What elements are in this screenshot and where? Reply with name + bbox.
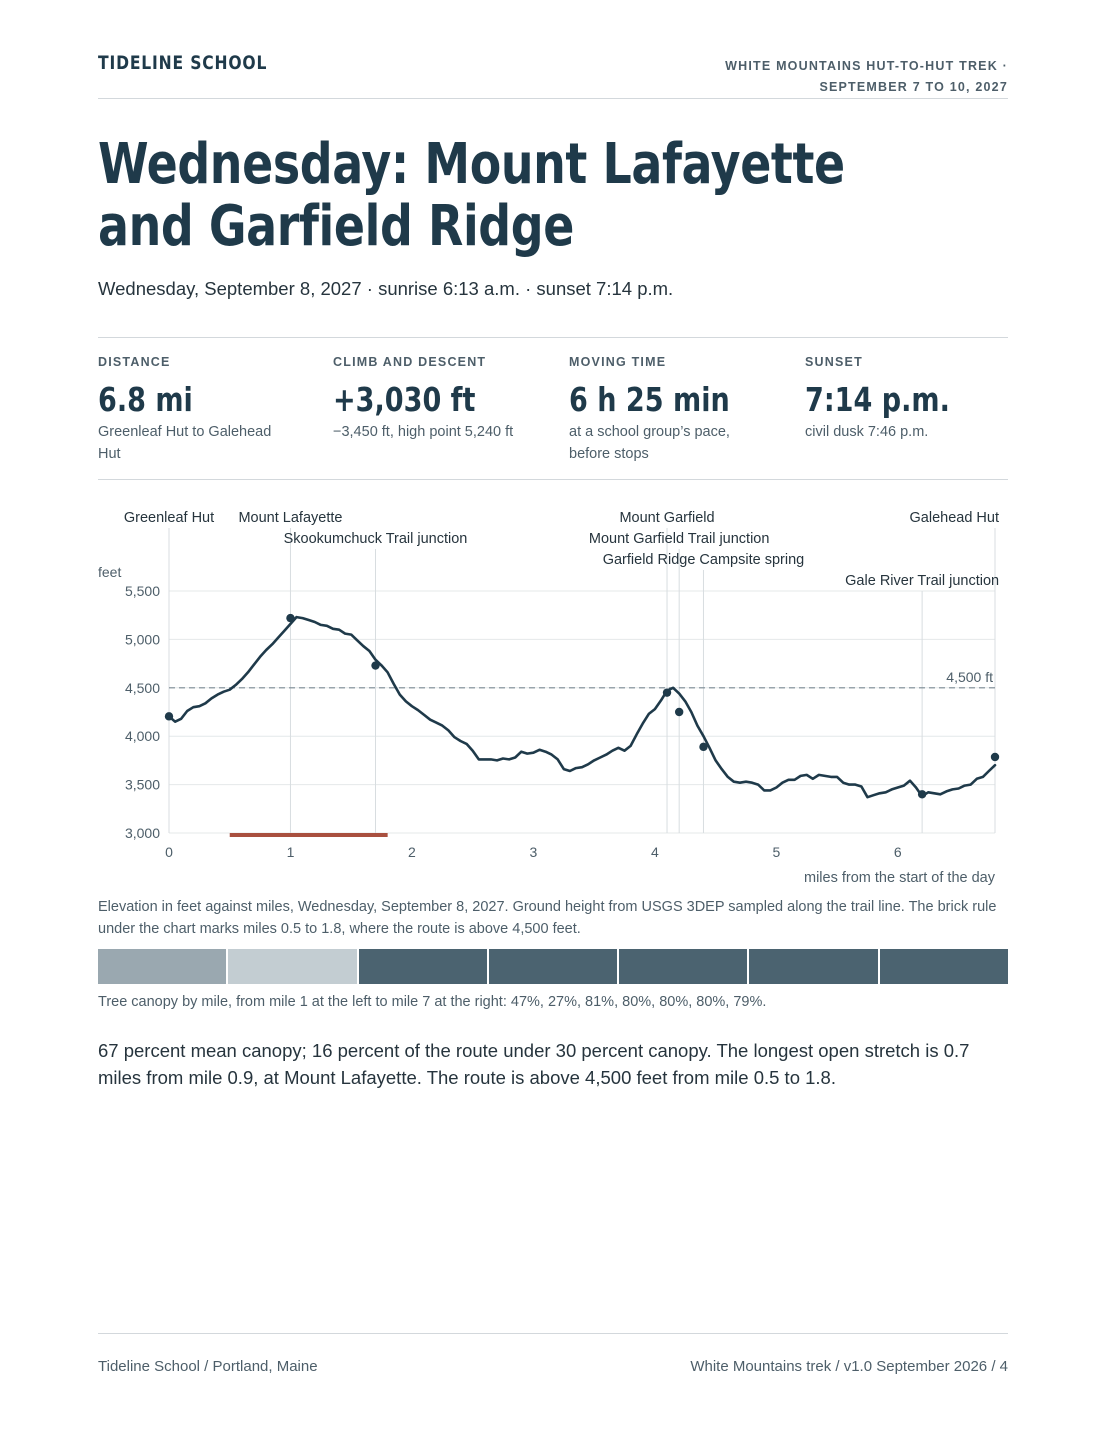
school-name: TIDELINE SCHOOL — [98, 52, 268, 74]
waypoint-label: Galehead Hut — [909, 510, 999, 526]
stat-note: −3,450 ft, high point 5,240 ft — [333, 424, 514, 440]
canopy-cell — [619, 949, 749, 984]
page-header — [98, 52, 1008, 99]
waypoint-marker — [918, 790, 926, 798]
canopy-cell — [749, 949, 879, 984]
stat-distance — [98, 355, 298, 465]
stat-value: 7:14 p.m. — [805, 380, 950, 419]
waypoint-label: Gale River Trail junction — [845, 573, 1000, 589]
chart-caption: Elevation in feet against miles, Wednesday, September 8, 2027. Ground height from USGS 3DEP sampled along the trail line. The brick rule under the chart marks miles 0.5 to 1.8, where the route is above 4,500 feet. — [98, 899, 997, 937]
canopy-cell — [98, 949, 228, 984]
stat-label: DISTANCE — [98, 355, 171, 369]
page-title: Wednesday: Mount Lafayette and Garfield Ridge — [98, 132, 845, 259]
y-tick-label: 3,000 — [124, 825, 160, 841]
canopy-cell — [228, 949, 358, 984]
waypoint-marker — [371, 661, 379, 669]
x-tick-label: 5 — [772, 844, 781, 860]
y-tick-label: 5,000 — [124, 631, 160, 648]
x-tick-label: 2 — [408, 844, 416, 860]
trip-title: WHITE MOUNTAINS HUT-TO-HUT TREK · SEPTEMBER 7 TO 10, 2027 — [725, 59, 1008, 94]
waypoint-marker — [165, 712, 173, 720]
canopy-cell — [489, 949, 619, 984]
waypoint-marker — [699, 743, 707, 751]
page — [98, 0, 1008, 1430]
waypoint-label: Mount Lafayette — [238, 510, 343, 526]
canopy-cell — [880, 949, 1008, 984]
stat-climb — [333, 355, 533, 443]
stat-moving-time — [569, 355, 769, 465]
footer-left: Tideline School / Portland, Maine — [98, 1358, 318, 1375]
waypoint-label: Mount Garfield — [619, 510, 715, 526]
stats-panel — [98, 337, 1008, 480]
canopy-caption: Tree canopy by mile, from mile 1 at the left to mile 7 at the right: 47%, 27%, 81%, 80%, 80%, 80%, 79%. — [98, 994, 767, 1010]
stat-value: 6 h 25 min — [569, 380, 730, 419]
page-footer — [98, 1333, 1008, 1375]
waypoint-marker — [286, 614, 294, 622]
stat-note: at a school group’s pace, before stops — [569, 424, 730, 462]
elevation-chart — [98, 500, 1008, 890]
footer-right: White Mountains trek / v1.0 September 2026 / 4 — [690, 1358, 1008, 1375]
stat-value: 6.8 mi — [98, 380, 193, 419]
stat-note: civil dusk 7:46 p.m. — [805, 424, 929, 440]
date-line: Wednesday, September 8, 2027 · sunrise 6:13 a.m. · sunset 7:14 p.m. — [98, 278, 674, 299]
x-tick-label: 1 — [286, 844, 295, 860]
waypoint-label: Skookumchuck Trail junction — [283, 531, 468, 547]
stat-label: CLIMB AND DESCENT — [333, 355, 487, 369]
stat-value: +3,030 ft — [333, 380, 476, 419]
stat-label: SUNSET — [805, 355, 863, 369]
x-tick-label: 0 — [165, 844, 173, 860]
waypoint-label: Mount Garfield Trail junction — [588, 531, 770, 547]
waypoint-label: Garfield Ridge Campsite spring — [602, 552, 805, 568]
waypoint-label: Greenleaf Hut — [123, 510, 215, 526]
y-tick-label: 5,500 — [124, 583, 160, 599]
y-tick-label: 4,500 — [124, 679, 160, 696]
x-tick-label: 6 — [893, 844, 902, 860]
stat-note: Greenleaf Hut to Galehead Hut — [98, 424, 272, 462]
waypoint-marker — [663, 688, 671, 696]
waypoint-marker — [675, 708, 683, 716]
canopy-cell — [359, 949, 489, 984]
stat-label: MOVING TIME — [569, 355, 667, 369]
waypoint-marker — [991, 753, 999, 761]
stat-sunset — [805, 355, 1005, 443]
canopy-strip — [98, 949, 1008, 984]
x-axis-label: miles from the start of the day — [804, 870, 995, 886]
x-tick-label: 4 — [650, 844, 659, 860]
elevation-line — [169, 617, 995, 797]
reference-line-label: 4,500 ft — [946, 668, 993, 685]
summary-text: 67 percent mean canopy; 16 percent of the route under 30 percent canopy. The longest open stretch is 0.7 miles from mile 0.9, at Mount Lafayette. The route is above 4,500 feet from mile 0.5 to 1.8. — [98, 1040, 970, 1088]
x-tick-label: 3 — [529, 844, 538, 860]
y-tick-label: 3,500 — [124, 776, 160, 793]
y-tick-label: 4,000 — [124, 728, 160, 745]
y-axis-label: feet — [98, 564, 122, 580]
